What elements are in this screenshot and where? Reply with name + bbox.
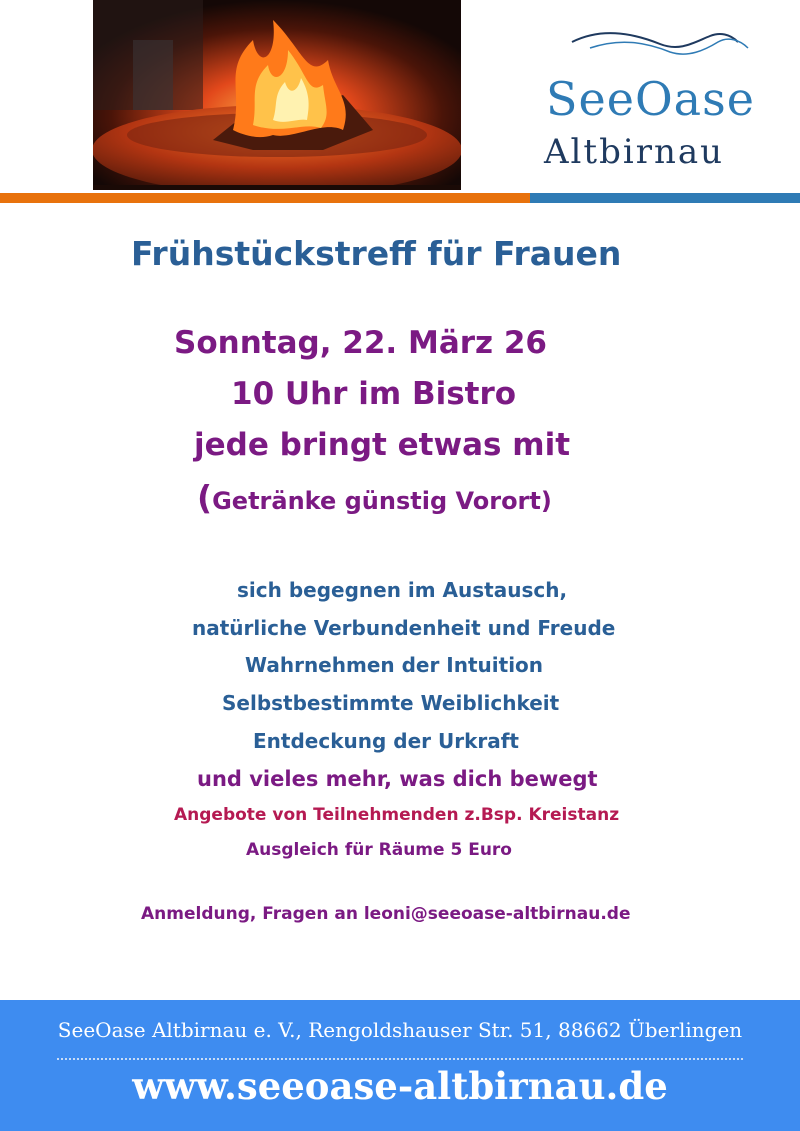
- event-bring: jede bringt etwas mit: [194, 427, 571, 463]
- point-2: natürliche Verbundenheit und Freude: [192, 616, 616, 640]
- campfire-photo: [93, 0, 461, 190]
- footer-address: SeeOase Altbirnau e. V., Rengoldshauser Str. 51, 88662 Überlingen: [57, 1018, 743, 1042]
- drinks-paren: (: [197, 478, 213, 517]
- campfire-icon: [93, 0, 461, 190]
- event-time-place: 10 Uhr im Bistro: [231, 376, 517, 412]
- event-drinks: [197, 478, 800, 517]
- fee-text: Ausgleich für Räume 5 Euro: [246, 840, 512, 860]
- contact-text: Anmeldung, Fragen an leoni@seeoase-altbirnau.de: [141, 904, 631, 924]
- point-4: Selbstbestimmte Weiblichkeit: [222, 691, 560, 715]
- offers-text: Angebote von Teilnehmenden z.Bsp. Kreistanz: [174, 805, 620, 825]
- blue-stripe: [530, 193, 800, 203]
- waves-icon: [570, 28, 750, 68]
- point-5: Entdeckung der Urkraft: [253, 729, 519, 753]
- more-text: und vieles mehr, was dich bewegt: [197, 767, 598, 791]
- footer-website-link[interactable]: www.seeoase-altbirnau.de: [132, 1064, 668, 1108]
- event-title: Frühstückstreff für Frauen: [131, 234, 622, 273]
- point-3: Wahrnehmen der Intuition: [245, 653, 544, 677]
- point-1: sich begegnen im Austausch,: [237, 578, 568, 602]
- orange-stripe: [0, 193, 530, 203]
- seeoase-logo: [540, 28, 790, 178]
- drinks-text: Getränke günstig Vorort): [212, 487, 552, 515]
- logo-place: Altbirnau: [544, 132, 725, 172]
- footer: [0, 1000, 800, 1131]
- event-date: Sonntag, 22. März 26: [174, 325, 547, 361]
- logo-name: SeeOase: [546, 72, 755, 126]
- footer-divider: [57, 1058, 743, 1060]
